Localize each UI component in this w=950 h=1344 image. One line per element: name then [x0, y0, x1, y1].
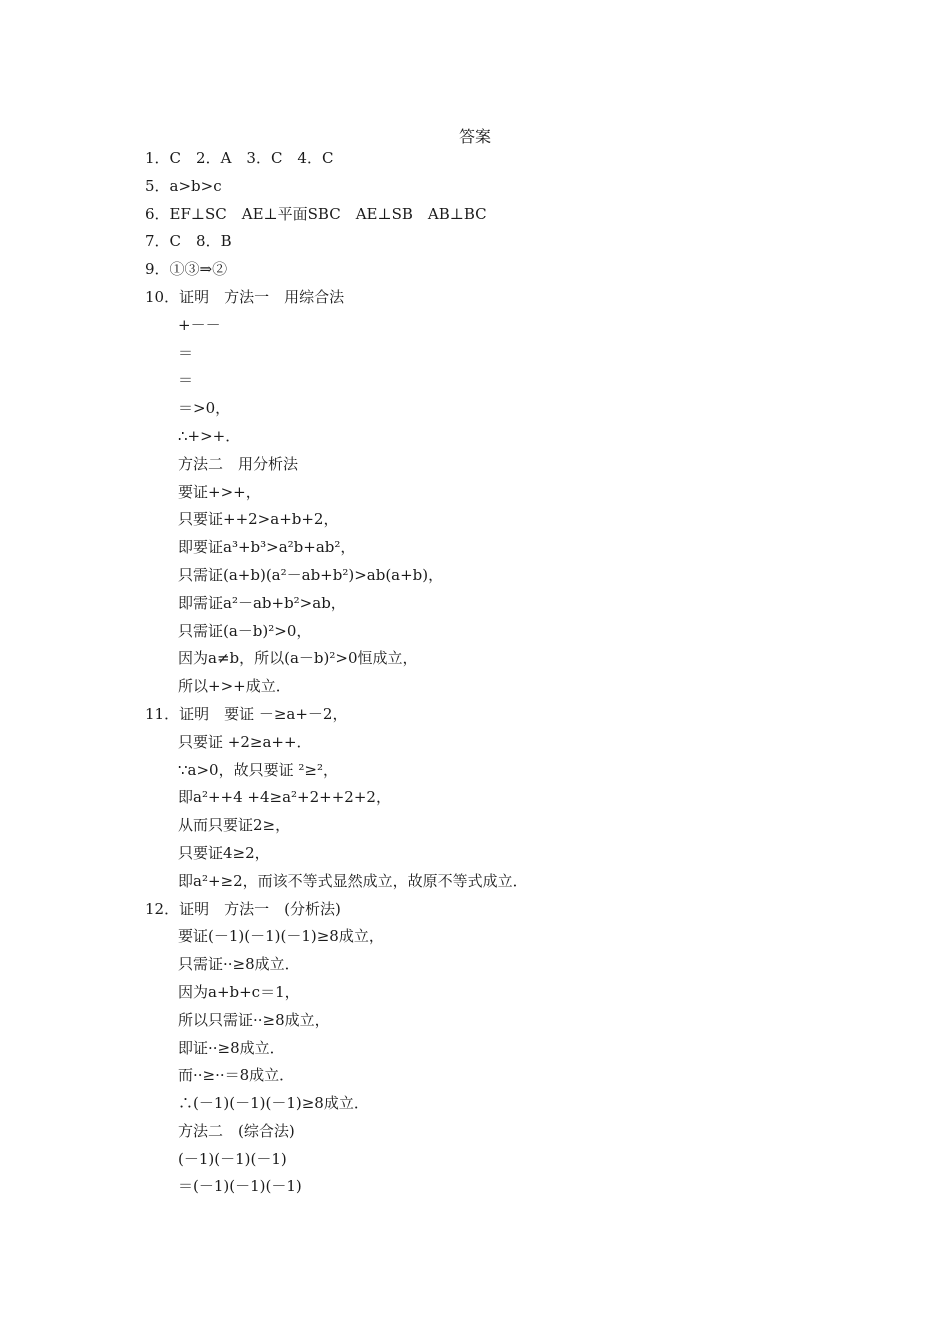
answer-line: 即a²+≥2，而该不等式显然成立，故原不等式成立．	[178, 871, 528, 890]
answer-line: 12．证明 方法一 (分析法)	[145, 899, 341, 918]
answer-line: 而··≥··＝8成立．	[178, 1066, 295, 1085]
answer-line: 即需证a²－ab+b²>ab，	[178, 593, 346, 612]
answer-line: 6．EF⊥SC AE⊥平面SBC AE⊥SB AB⊥BC	[145, 204, 487, 223]
answer-line: 要证(－1)(－1)(－1)≥8成立，	[178, 927, 384, 946]
answer-line: 方法二 (综合法)	[178, 1121, 295, 1140]
answer-line: 只要证 +2≥a++．	[178, 732, 312, 751]
answer-line: 所以只需证··≥8成立，	[178, 1010, 330, 1029]
answer-line: ＝(－1)(－1)(－1)	[178, 1177, 302, 1196]
answer-line: 从而只要证2≥，	[178, 816, 291, 835]
answer-line: +－－	[178, 315, 221, 334]
answer-line: ∴+>+．	[178, 426, 241, 445]
answer-list	[145, 145, 845, 1201]
answer-line: 只要证4≥2，	[178, 843, 270, 862]
answer-line: ＝	[178, 371, 194, 390]
answer-line: 1．C 2．A 3．C 4．C	[145, 149, 334, 167]
answer-line: 因为a+b+c＝1，	[178, 982, 300, 1001]
answer-line: (－1)(－1)(－1)	[178, 1149, 287, 1168]
answer-line: 因为a≠b，所以(a－b)²>0恒成立，	[178, 649, 418, 668]
answer-line: 即要证a³+b³>a²b+ab²，	[178, 538, 356, 557]
answer-line: 只要证++2>a+b+2，	[178, 510, 339, 529]
answer-line: 9．①③⇒②	[145, 260, 228, 279]
answer-line: 只需证(a－b)²>0，	[178, 621, 312, 640]
answer-line: 5．a>b>c	[145, 176, 222, 195]
answer-line: 方法二 用分析法	[178, 454, 299, 473]
answer-line: ＝	[178, 343, 194, 362]
answer-line: ＝>0，	[178, 399, 231, 418]
answer-line: 只需证··≥8成立．	[178, 955, 300, 974]
answer-line: 只需证(a+b)(a²－ab+b²)>ab(a+b)，	[178, 565, 444, 584]
answer-line: 7．C 8．B	[145, 232, 232, 251]
answer-line: 即a²++4 +4≥a²+2++2+2，	[178, 788, 391, 807]
answer-line: 10．证明 方法一 用综合法	[145, 287, 345, 306]
page-title: 答案	[458, 127, 491, 146]
answer-line: 即证··≥8成立．	[178, 1038, 285, 1057]
answer-line: 所以+>+成立．	[178, 677, 291, 696]
answer-line: 11．证明 要证 －≥a+－2，	[145, 704, 348, 723]
answer-line: ∴(－1)(－1)(－1)≥8成立．	[178, 1094, 369, 1113]
answer-line: ∵a>0，故只要证 ²≥²，	[178, 760, 338, 779]
answer-line: 要证+>+，	[178, 482, 261, 501]
